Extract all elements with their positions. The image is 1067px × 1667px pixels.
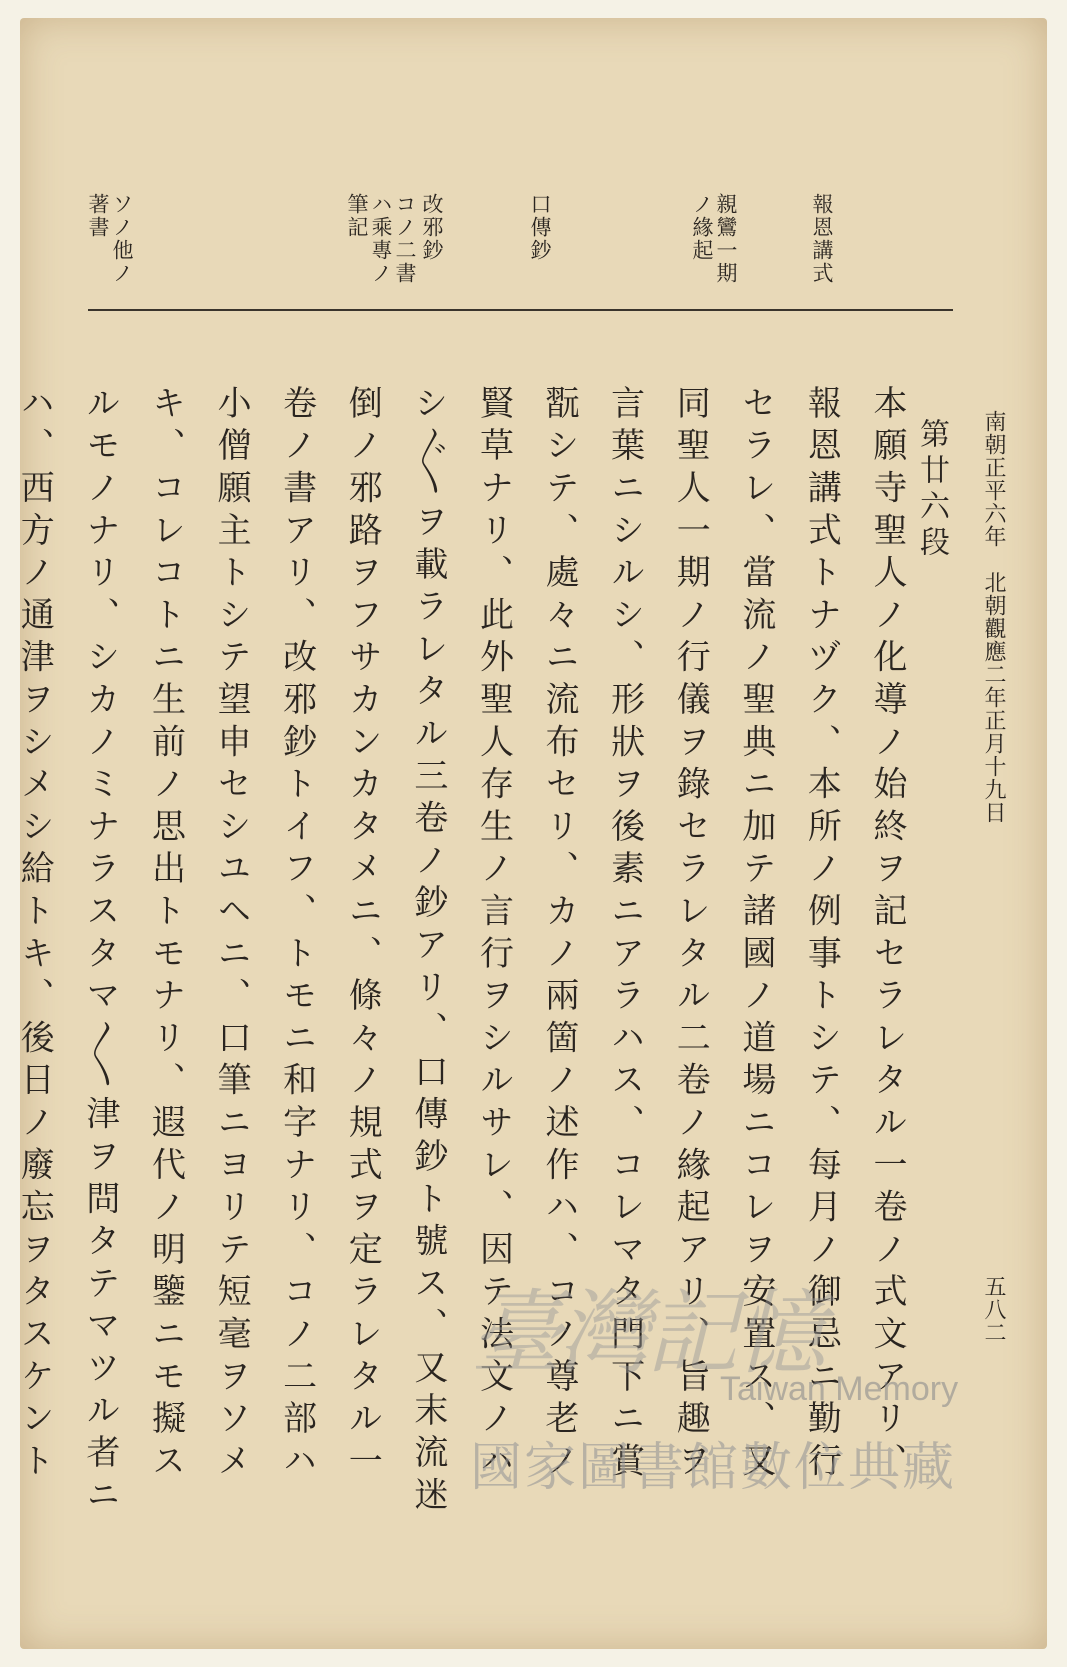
margin-note-gaijasho <box>420 193 444 262</box>
watermark-english: Taiwan Memory <box>720 1370 959 1408</box>
note-line: ノ緣起 <box>690 193 714 262</box>
note-line: 親鸞一期 <box>714 193 738 285</box>
page-header-date: 南朝正平六年 北朝觀應二年正月十九日 <box>981 410 1006 824</box>
body-text: 本願寺聖人ノ化導ノ始終ヲ記セラレタル一卷ノ式文アリ、報恩講式トナヅク、本所ノ例事トシテ、每月ノ御忌ニ勤行セラレ、當流ノ聖典ニ加テ諸國ノ道場ニコレヲ安置ス、又同聖人一期ノ行儀ヲ錄セラレタル二卷ノ緣起アリ、旨趣ヲ言葉ニシルシ、形狀ヲ後素ニアラハス、コレマタ門下ニ賞翫シテ、處々ニ流布セリ、カノ兩箇ノ述作ハ、コノ尊老ノ賢草ナリ、此外聖人存生ノ言行ヲシルサレ、因テ法文ノハシ〴〵ヲ載ラレタル三卷ノ鈔アリ、口傳鈔ト號ス、又末流迷倒ノ邪路ヲフサカンカタメニ、條々ノ規式ヲ定ラレタル一卷ノ書アリ、改邪鈔トイフ、トモニ和字ナリ、コノ二部ハ小僧願主トシテ望申セシユヘニ、口筆ニヨリテ短毫ヲソメキ、コレコトニ生前ノ思出トモナリ、遐代ノ明鑒ニモ擬スルモノナリ、シカノミナラスタマ〳〵津ヲ問タテマツル者ニハ、西方ノ通津ヲシメシ給トキ、後日ノ廢忘ヲタスケント <box>14 385 907 1519</box>
page-number: 五八二 <box>981 1275 1006 1344</box>
note-line: ハ乘專ノ <box>369 193 393 285</box>
watermark-title: 臺灣記憶 <box>470 1280 823 1387</box>
note-line: 報恩講式 <box>810 193 834 285</box>
note-line: コノ二書 <box>393 193 417 285</box>
watermark-chinese: 國家圖書館數位典藏 <box>470 1438 957 1498</box>
note-line: 改邪鈔 <box>420 193 444 262</box>
note-line: 口傳鈔 <box>528 193 552 262</box>
margin-note-hoonkoshiki <box>810 193 834 285</box>
note-line: 筆記 <box>345 193 369 239</box>
margin-note-kudensho <box>528 193 552 262</box>
note-line: 著書 <box>86 193 110 239</box>
margin-note-joosen-hikki <box>345 193 417 285</box>
section-title: 第廿六段 <box>914 418 949 562</box>
margin-note-other-works <box>86 193 134 285</box>
note-line: ソノ他ノ <box>110 193 134 285</box>
margin-note-shinran-engi <box>690 193 738 285</box>
horizontal-rule <box>88 309 953 311</box>
